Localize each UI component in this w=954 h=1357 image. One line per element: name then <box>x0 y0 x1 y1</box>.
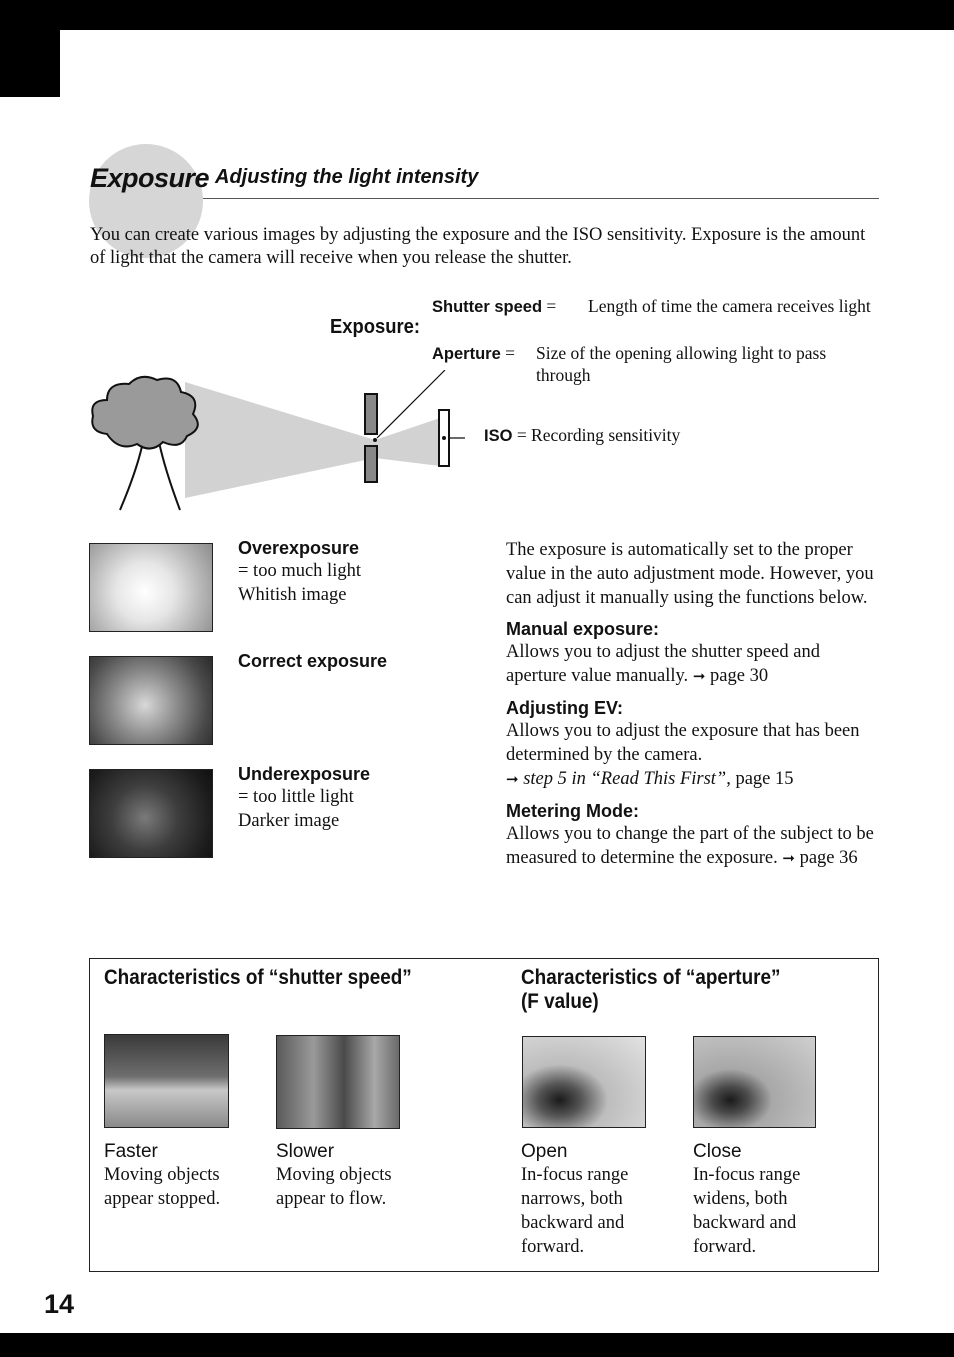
arrow-icon: ➞ <box>692 669 706 685</box>
close-label: Close <box>693 1141 742 1162</box>
aperture-dot <box>373 438 377 442</box>
exposure-diagram <box>85 370 465 515</box>
manual-exposure-page-link[interactable]: page 30 <box>710 666 769 686</box>
heading-rule <box>203 198 879 199</box>
iso-definition <box>484 424 680 446</box>
side-tab <box>0 0 60 97</box>
auto-adjust-text: The exposure is automatically set to the proper value in the auto adjustment mode. However, you can adjust it manually using the functions below. <box>506 540 874 608</box>
adjusting-ev-body <box>506 719 878 792</box>
underexposure-photo <box>89 769 213 858</box>
close-desc: In-focus range widens, both backward and forward. <box>693 1165 801 1257</box>
page-subtitle: Adjusting the light intensity <box>215 166 479 188</box>
aperture-definition <box>432 342 519 364</box>
underexposure-title: Underexposure <box>238 764 371 784</box>
arrow-icon: ➞ <box>782 851 795 867</box>
aperture-heading-line2: (F value) <box>521 990 599 1013</box>
aperture-heading-line1: Characteristics of “aperture” <box>521 966 781 989</box>
faster-desc: Moving objects appear stopped. <box>104 1165 221 1209</box>
adjusting-ev-page: , page 15 <box>726 769 794 789</box>
open-label: Open <box>521 1141 568 1162</box>
overexposure-line2: Whitish image <box>238 585 347 605</box>
iso-def: = Recording sensitivity <box>512 425 681 445</box>
shutter-def: Length of time the camera receives light <box>588 296 871 316</box>
metering-mode-page-link[interactable]: page 36 <box>799 848 858 868</box>
faster-caption <box>104 1141 264 1211</box>
top-bar <box>0 0 954 30</box>
manual-exposure-heading: Manual exposure: <box>506 619 660 639</box>
open-desc: In-focus range narrows, both backward and forward. <box>521 1165 629 1257</box>
underexposure-caption <box>238 764 488 833</box>
iso-dot <box>442 436 446 440</box>
shutter-term: Shutter speed <box>432 298 543 316</box>
open-aperture-photo <box>522 1036 646 1128</box>
shutter-eq: = <box>542 296 561 316</box>
manual-exposure-text: Allows you to adjust the shutter speed and aperture value manually. <box>506 642 820 686</box>
aperture-characteristics-heading <box>521 966 780 1014</box>
exposure-label: Exposure: <box>330 316 420 338</box>
metering-mode-body <box>506 822 878 871</box>
aperture-def: Size of the opening allowing light to pass through <box>536 343 827 385</box>
overexposure-title: Overexposure <box>238 538 360 558</box>
adjusting-ev-ref-link[interactable]: step 5 in “Read This First” <box>523 769 727 789</box>
page-title: Exposure <box>90 163 210 193</box>
overexposure-photo <box>89 543 213 632</box>
shutter-characteristics-heading: Characteristics of “shutter speed” <box>104 966 412 989</box>
slower-caption <box>276 1141 436 1211</box>
adjusting-ev-text: Allows you to adjust the exposure that has been determined by the camera. <box>506 721 860 765</box>
bottom-bar <box>0 1333 954 1357</box>
aperture-term: Aperture <box>432 345 501 363</box>
faster-label: Faster <box>104 1141 158 1162</box>
close-aperture-photo <box>693 1036 816 1128</box>
slower-desc: Moving objects appear to flow. <box>276 1165 392 1209</box>
faster-shutter-photo <box>104 1034 229 1128</box>
underexposure-line1: = too little light <box>238 787 354 807</box>
slower-label: Slower <box>276 1141 335 1162</box>
shutter-bar-top <box>365 394 377 434</box>
right-column <box>506 538 878 871</box>
open-caption <box>521 1141 671 1259</box>
metering-mode-heading: Metering Mode: <box>506 801 639 821</box>
correct-exposure-caption <box>238 651 488 672</box>
close-caption <box>693 1141 843 1259</box>
light-cone <box>185 382 375 498</box>
iso-term: ISO <box>484 427 513 445</box>
arrow-icon: ➞ <box>506 772 519 788</box>
slower-shutter-photo <box>276 1035 400 1129</box>
overexposure-caption <box>238 538 488 607</box>
shutter-bar-bottom <box>365 446 377 482</box>
intro-paragraph: You can create various images by adjusting the exposure and the ISO sensitivity. Exposure is the amount of light that the camera will receive when you release the shutter. <box>90 225 866 268</box>
manual-exposure-body <box>506 640 878 689</box>
underexposure-line2: Darker image <box>238 811 340 831</box>
overexposure-line1: = too much light <box>238 561 361 581</box>
adjusting-ev-heading: Adjusting EV: <box>506 698 623 718</box>
tree-icon <box>92 377 198 510</box>
correct-exposure-title: Correct exposure <box>238 651 388 671</box>
correct-exposure-photo <box>89 656 213 745</box>
metering-mode-text: Allows you to change the part of the subject to be measured to determine the exposure. <box>506 824 874 868</box>
aperture-eq: = <box>500 343 520 363</box>
page-number: 14 <box>44 1289 75 1319</box>
light-cone-narrow <box>375 418 440 466</box>
